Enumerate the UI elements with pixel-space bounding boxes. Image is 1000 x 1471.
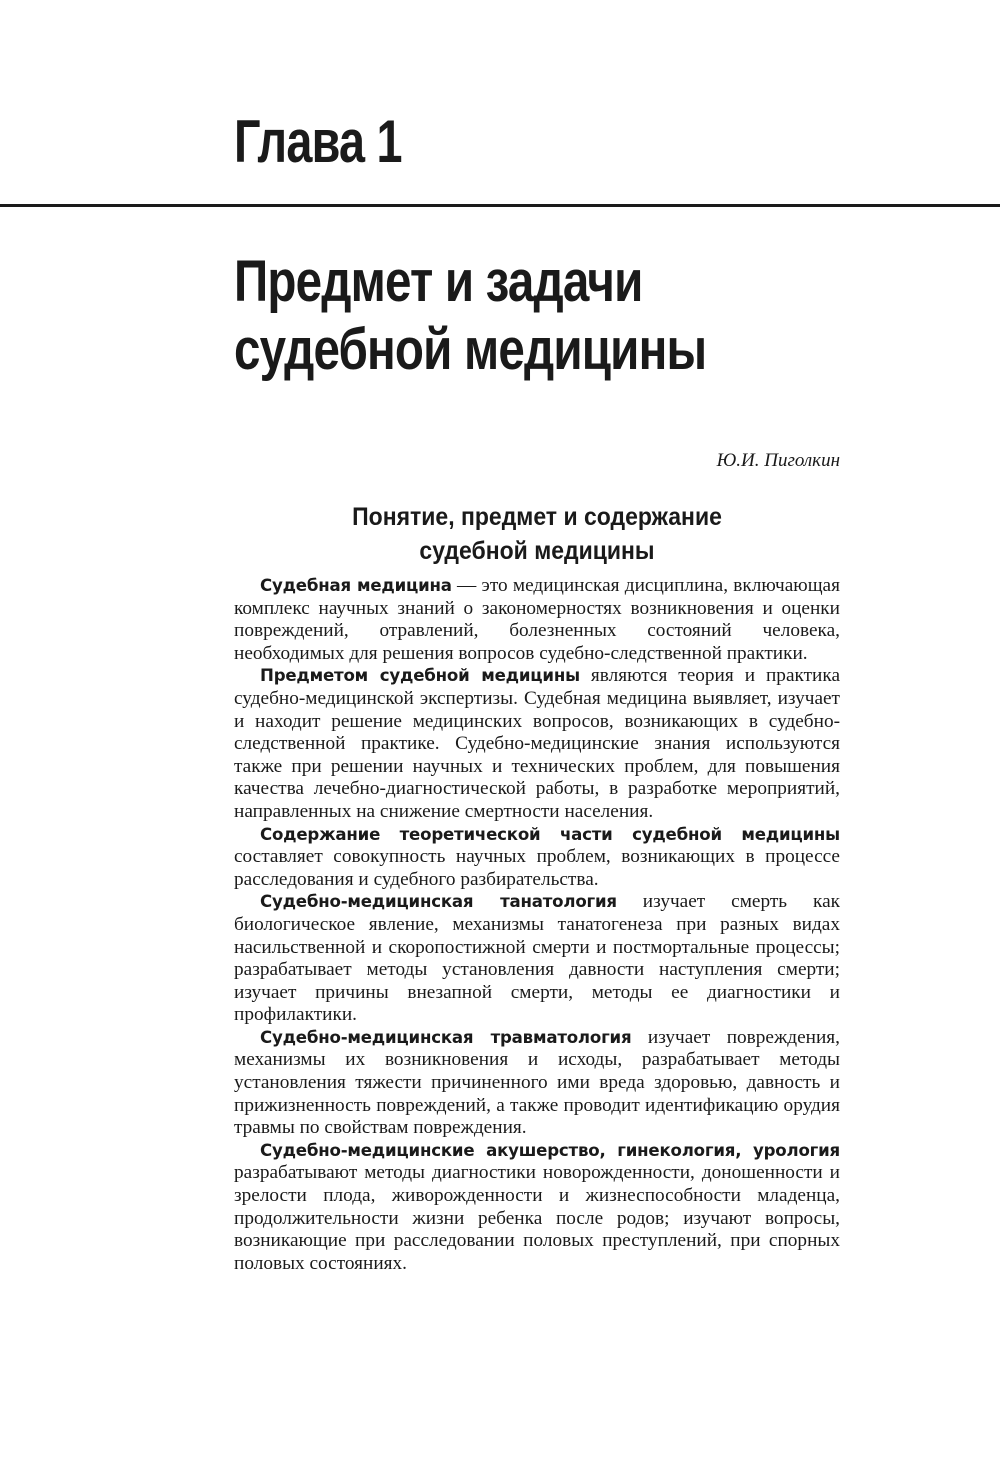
section-title [258,500,816,568]
paragraph-text: изучает повреждения, механизмы их возникновения и исходы, разрабатывает методы установления тяжести причиненного ими вреда здоровью, давность и прижизненность повреждений, а также проводит идентификацию орудия травмы по свойствам повреждения. [234,1026,840,1139]
paragraph [234,1027,840,1140]
chapter-divider [0,204,1000,207]
paragraph [234,665,840,823]
paragraph-term: Предметом судебной медицины [260,666,580,686]
chapter-title-line: Предмет и задачи [234,249,643,314]
section-title-line: Понятие, предмет и содержание [352,503,722,531]
section-title-line: судебной медицины [419,537,655,565]
paragraph-term: Судебная медицина [260,576,452,595]
body-text [234,575,840,1275]
paragraph [234,891,840,1027]
paragraph [234,1140,840,1276]
paragraph-term: Содержание теоретической части судебной медицины [260,824,840,844]
paragraph [234,575,840,665]
paragraph-text: изучает смерть как биологическое явление, механизмы танатогенеза при разных видах насильственной и скоропостижной смерти и постмортальные процессы; разрабатывает методы установления давности наступления смерти; изучает причины внезапной смерти, методы ее диагностики и профилактики. [234,891,840,1026]
paragraph-text: разрабатывают методы диагностики новорожденности, доношенности и зрелости плода, живорожденности и жизнеспособности младенца, продолжительности жизни ребенка после родов; изучают вопросы, возникающие при расследовании половых преступлений, при спорных половых состояниях. [234,1162,840,1274]
paragraph-term: Судебно-медицинская травматология [260,1027,632,1047]
paragraph-term: Судебно-медицинские акушерство, гинекология, урология [260,1140,840,1160]
author-name: Ю.И. Пиголкин [716,450,840,471]
paragraph-text: составляет совокупность научных проблем, возникающих в процессе расследования и судебного разбирательства. [234,846,840,890]
paragraph-text: — это медицинская дисциплина, включающая комплекс научных знаний о закономерностях возникновения и оценки повреждений, отравлений, болезненных состояний человека, необходимых для решения вопросов судебно-следственной практики. [234,575,840,664]
chapter-label: Глава 1 [234,108,402,175]
chapter-title-line: судебной медицины [234,317,707,382]
paragraph-text: являются теория и практика судебно-медицинской экспертизы. Судебная медицина выявляет, изучает и находит решение медицинских вопросов, возникающих в судебно-следственной практике. Судебно-медицинские знания используются также при решении научных и технических проблем, для повышения качества лечебно-диагностической работы, в разработке мероприятий, направленных на снижение смертности населения. [234,665,840,822]
chapter-title [234,248,706,384]
paragraph-term: Судебно-медицинская танатология [260,892,617,912]
paragraph [234,824,840,892]
